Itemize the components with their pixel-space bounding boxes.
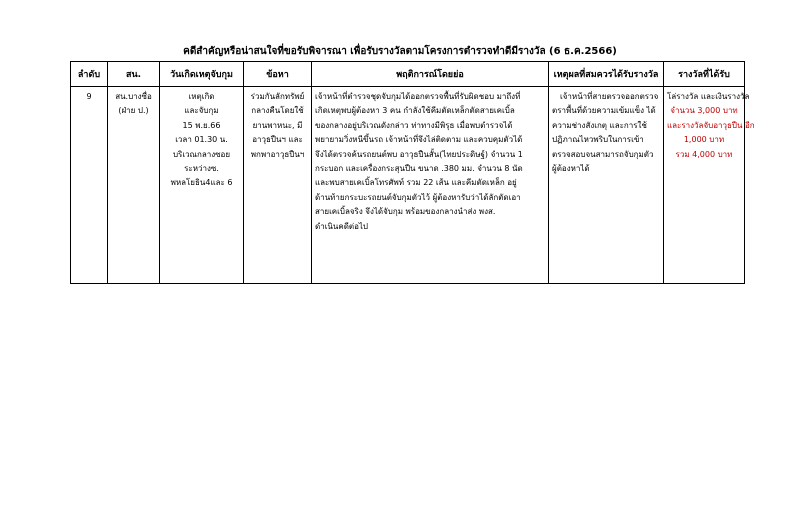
station-line: สน.บางซื่อ (115, 92, 152, 101)
reason-line: ความช่างสังเกตุ และการใช้ (552, 120, 647, 130)
circumstances-line: พยายามวิ่งหนีขึ้นรถ เจ้าหน้าที่จึงไล่ติดตาม และควบคุมตัวได้ (315, 135, 523, 145)
cell-charge (244, 87, 312, 284)
header-reward: รางวัลที่ได้รับ (664, 62, 745, 87)
charge-line: อาวุธปืนฯ และ (252, 135, 303, 145)
reason-line: ตราพื้นที่ด้วยความเข้มแข็ง ได้ (552, 106, 656, 116)
header-charge: ข้อหา (244, 62, 312, 87)
cell-date (160, 87, 244, 284)
circumstances-line: เกิดเหตุพบผู้ต้องหา 3 คน กำลังใช้คีมตัดเหล็กตัดสายเคเบิ้ล (315, 106, 515, 116)
table-row (71, 87, 745, 284)
date-line: เวลา 01.30 น. (175, 135, 228, 145)
order-number: 9 (86, 92, 92, 101)
circumstances-line: เจ้าหน้าที่ตำรวจชุดจับกุมได้ออกตรวจพื้นที่รับผิดชอบ มาถึงที่ (315, 92, 521, 101)
table-header-row (71, 62, 745, 87)
circumstances-line: จึงได้ตรวจค้นรถยนต์พบ อาวุธปืนสั้น(ไทยประดิษฐ์) จำนวน 1 (315, 149, 523, 159)
circumstances-line: และพบสายเคเบิ้ลโทรศัพท์ รวม 22 เส้น และคีมตัดเหล็ก อยู่ (315, 178, 517, 188)
date-line: 15 พ.ย.66 (182, 120, 221, 130)
reward-line: โล่รางวัล และเงินรางวัล (667, 92, 750, 101)
circumstances-line: ของกลางอยู่บริเวณดังกล่าว ท่าทางมีพิรุธ เมื่อพบตำรวจได้ (315, 120, 513, 130)
charge-line: ยานพาหนะ, มี (252, 120, 303, 130)
reason-line: เจ้าหน้าที่สายตรวจออกตรวจ (560, 92, 659, 101)
reward-gun-bonus: และรางวัลจับอาวุธปืน อีก (667, 120, 755, 130)
charge-line: ร่วมกันลักทรัพย์ (250, 92, 305, 101)
charge-line: กลางคืนโดยใช้ (251, 106, 304, 116)
date-line: และจับกุม (184, 106, 219, 116)
date-line: ระหว่างซ. (184, 164, 219, 174)
cell-reward (664, 87, 755, 284)
header-station: สน. (108, 62, 160, 87)
page-title: คดีสำคัญหรือน่าสนใจที่ขอรับพิจารณา เพื่อรับรางวัลตามโครงการตำรวจทำดีมีรางวัล (6 ธ.ค.2566) (183, 46, 617, 57)
cell-order (71, 87, 108, 284)
reward-table (70, 61, 755, 284)
header-reason: เหตุผลที่สมควรได้รับรางวัล (549, 62, 664, 87)
reason-line: ปฏิภาณไหวพริบในการเข้า (552, 135, 644, 145)
cell-circumstances (312, 87, 549, 284)
date-line: เหตุเกิด (188, 92, 215, 101)
circumstances-line: ดำเนินคดีต่อไป (315, 221, 369, 231)
charge-line: พกพาอาวุธปืนฯ (250, 149, 305, 159)
circumstances-line: กระบอก และเครื่องกระสุนปืน ขนาด .380 มม. จำนวน 8 นัด (315, 164, 523, 174)
circumstances-line: สายเคเบิ้ลจริง จึงได้จับกุม พร้อมของกลางนำส่ง พงส. (315, 207, 496, 217)
circumstances-line: ด้านท้ายกระบะรถยนต์จับกุมตัวไว้ ผู้ต้องหารับว่าได้ลักตัดเอา (315, 192, 521, 202)
header-order: ลำดับ (71, 62, 108, 87)
reward-gun-bonus-amount: 1,000 บาท (683, 135, 725, 145)
date-line: บริเวณกลางซอย (172, 149, 231, 159)
station-line: (ฝ่าย ป.) (118, 106, 149, 116)
header-circumstances: พฤติการณ์โดยย่อ (312, 62, 549, 87)
reward-total: รวม 4,000 บาท (675, 149, 733, 159)
reward-amount: จำนวน 3,000 บาท (670, 106, 738, 116)
reason-line: ตรวจสอบจนสามารถจับกุมตัว (552, 149, 654, 159)
reason-line: ผู้ต้องหาได้ (552, 164, 590, 174)
date-line: พหลโยธิน4และ 6 (170, 178, 233, 188)
cell-station (108, 87, 160, 284)
header-date: วันเกิดเหตุจับกุม (160, 62, 244, 87)
cell-reason (549, 87, 664, 284)
